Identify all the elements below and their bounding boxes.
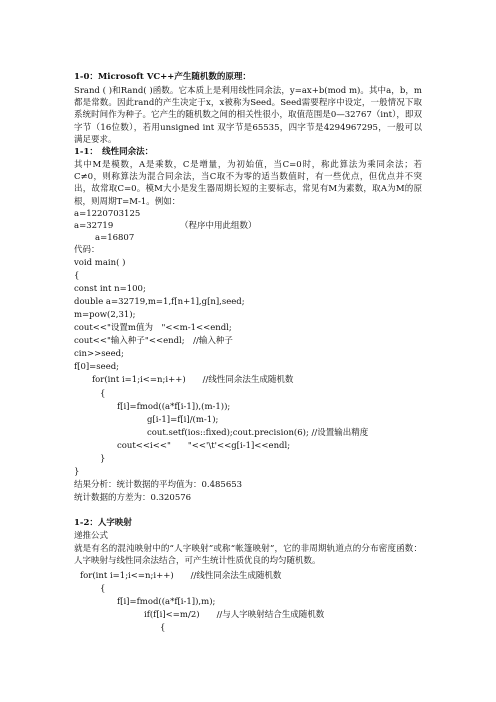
code-line: const int n=100; (74, 284, 146, 294)
code-line: double a=32719,m=1,f[n+1],g[n],seed; (74, 297, 245, 307)
code-line: for(int i=1;i<=n;i++) //线性同余法生成随机数 (92, 375, 294, 385)
example-a3: a=16807 (95, 233, 135, 243)
code2-line: { (160, 623, 166, 633)
code-line: cin>>seed; (74, 349, 124, 359)
code-line: m=pow(2,31); (74, 310, 136, 320)
code-line: } (74, 467, 80, 477)
code-line: f[i]=fmod((a*f[i-1]),(m-1)); (117, 402, 231, 412)
code-line: f[0]=seed; (74, 362, 120, 372)
code-line: } (100, 454, 106, 464)
result-mean: 结果分析：统计数据的平均值为：0.485653 (74, 480, 243, 490)
code2-line: for(int i=1;i<=n;i++) //线性同余法生成随机数 (80, 571, 282, 581)
code-line: cout.setf(ios::fixed);cout.precision(6); //设置输出精度 (147, 428, 369, 438)
intro-text: Srand ( )和Rand( )函数。它本质上是利用线性同余法，y=ax+b(mod m)。其中a，b，m都是常数。因此rand的产生决定于x，x被称为Seed。Seed需要程序中设定，一般情况下取系统时间作为种子。它产生的随机数之间的相关性很小，取值范围是0—32767（int），即双字节（16位数），若用unsigned int 双字节是65535，四字节是4294967295，一般可以满足要求。 (74, 86, 422, 145)
sec2-text: 就是有名的混沌映射中的“人字映射”或称“帐篷映射”，它的非周期轨道点的分布密度函数：人字映射与线性同余法结合，可产生统计性质优良的均匀随机数。 (74, 544, 422, 567)
result-variance: 统计数据的方差为：0.320576 (74, 493, 192, 503)
sec2-heading: 1-2：人字映射 (74, 518, 132, 528)
code-line: { (100, 389, 106, 399)
example-a2: a=32719 (74, 221, 114, 231)
code-line: g[i-1]=f[i]/(m-1); (147, 415, 219, 425)
section-title: 1-0：Microsoft VC++产生随机数的原理： (74, 72, 251, 82)
example-a2-note: （程序中用此组数） (180, 221, 257, 231)
code2-line: if(f[i]<=m/2) //与人字映射结合生成随机数 (144, 610, 325, 620)
sec2-paragraph (74, 543, 422, 567)
sec1-text: 其中M是模数，A是乘数，C是增量，为初始值，当C=0时，称此算法为乘同余法；若C≠0，则称算法为混合同余法，当C取不为零的适当数值时，有一些优点，但优点并不突出，故常取C=0。模M大小是发生器周期长短的主要标志，常见有M为素数，取A为M的原根，则周期T=M-1。例如： (74, 160, 422, 207)
code-line: void main( ) (74, 258, 126, 268)
example-a1: a=1220703125 (74, 209, 141, 219)
code-line: cout<<"设置m值为 "<<m-1<<endl; (74, 323, 232, 333)
code-line: cout<<i<<" "<<'\t'<<g[i-1]<<endl; (117, 441, 291, 451)
intro-paragraph (74, 85, 422, 146)
code2-line: f[i]=fmod((a*f[i-1]),m); (117, 597, 216, 607)
code-line: { (74, 271, 80, 281)
sec1-paragraph (74, 159, 422, 208)
code2-line: { (100, 584, 106, 594)
sec2-subheading: 递推公式 (74, 531, 109, 541)
code-label: 代码： (74, 245, 100, 255)
sec1-heading: 1-1： 线性同余法： (74, 147, 154, 157)
code-line: cout<<"输入种子"<<endl; //输入种子 (74, 336, 233, 346)
